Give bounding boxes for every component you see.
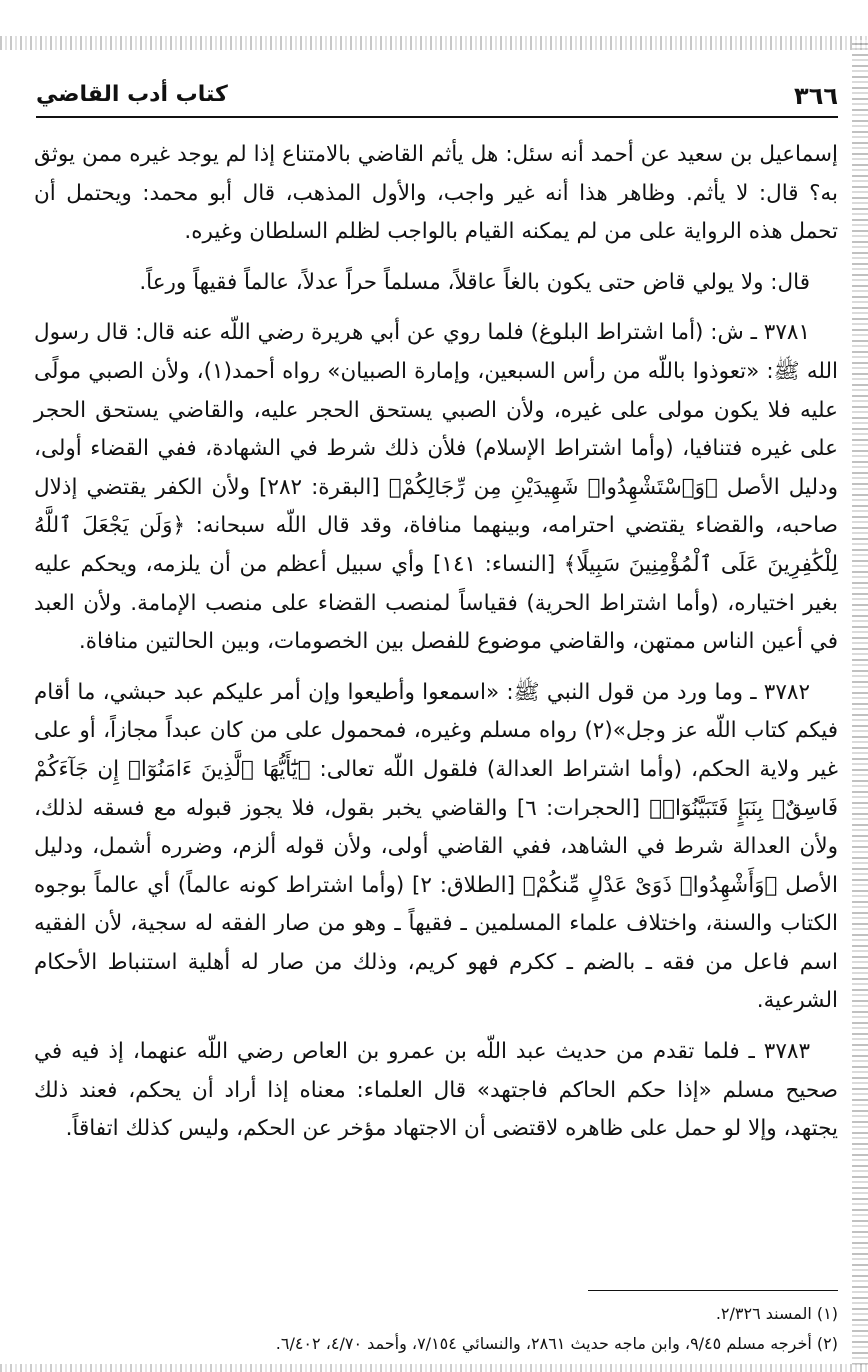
paragraph-1: إسماعيل بن سعيد عن أحمد أنه سئل: هل يأثم القاضي بالامتناع إذا لم يوجد غيره ممن يوثق به؟ قال: لا يأثم. وظاهر هذا أنه غير واجب، والأول المذهب، قال أبو محمد: ويحتمل أن تحمل هذه الرواية على من لم يمكنه القيام بالواجب لظلم السلطان وغيره. bbox=[34, 142, 838, 245]
paragraph-2: قال: ولا يولي قاض حتى يكون بالغاً عاقلاً، مسلماً حراً عدلاً، عالماً فقيهاً ورعاً. bbox=[139, 269, 810, 295]
paragraph-3: ٣٧٨١ ـ ش: (أما اشتراط البلوغ) فلما روي عن أبي هريرة رضي اللّه عنه قال: قال رسول الله ﷺ: «تعوذوا باللّه من رأس السبعين، وإمارة الصبيان» رواه أحمد(١)، ولأن الصبي مولًى عليه فلا يكون مولى على غيره، ولأن الصبي يستحق الحجر عليه، والقاضي يستحق الحجر على غيره فتنافيا، (وأما اشتراط الإسلام) فلأن ذلك شرط في الشهادة، ففي القضاء أولى، ودليل الأصل ﴿وَٱسْتَشْهِدُوا۟ شَهِيدَيْنِ مِن رِّجَالِكُمْ﴾ [البقرة: ٢٨٢] ولأن الكفر يقتضي إذلال صاحبه، والقضاء يقتضي احترامه، وبينهما منافاة، وقد قال اللّه سبحانه: ﴿وَلَن يَجْعَلَ ٱللَّهُ لِلْكَٰفِرِينَ عَلَى ٱلْمُؤْمِنِينَ سَبِيلًا﴾ [النساء: ١٤١] وأي سبيل أعظم من أن يلزمه، ويحكم عليه بغير اختياره، (وأما اشتراط الحرية) فقياساً لمنصب القضاء على منصب الإمامة. ولأن العبد في أعين الناس ممتهن، والقاضي موضوع للفصل بين الخصومات، وبين الحالتين منافاة. bbox=[34, 320, 838, 655]
book-title: كتاب أدب القاضي bbox=[36, 82, 228, 107]
footnotes bbox=[36, 1290, 838, 1359]
footnote-2: (٢) أخرجه مسلم ٩/٤٥، وابن ماجه حديث ٢٨٦١، والنسائي ٧/١٥٤، وأحمد ٤/٧٠، ٦/٤٠٢. bbox=[275, 1334, 838, 1353]
main-text bbox=[34, 136, 838, 1161]
paragraph-4: ٣٧٨٢ ـ وما ورد من قول النبي ﷺ: «اسمعوا وأطيعوا وإن أمر عليكم عبد حبشي، ما أقام فيكم كتاب اللّه عز وجل»(٢) رواه مسلم وغيره، فمحمول على من كان عبداً مجازاً، أو على غير ولاية الحكم، (وأما اشتراط العدالة) فلقول اللّه تعالى: ﴿يَٰٓأَيُّهَا ٱلَّذِينَ ءَامَنُوٓا۟ إِن جَآءَكُمْ فَاسِقٌۢ بِنَبَإٍ فَتَبَيَّنُوٓا۟﴾ [الحجرات: ٦] والقاضي يخبر بقول، فلا يجوز قبوله مع فسقه لذلك، ولأن العدالة شرط في الشاهد، ففي القاضي أولى، ولأن قوله ألزم، وضرره أشمل، ودليل الأصل ﴿وَأَشْهِدُوا۟ ذَوَىْ عَدْلٍ مِّنكُمْ﴾ [الطلاق: ٢] (وأما اشتراط كونه عالماً) أي عالماً بوجوه الكتاب والسنة، واختلاف علماء المسلمين ـ فقيهاً ـ وهو من صار الفقه له سجية، لأن الفقيه اسم فاعل من فقه ـ بالضم ـ ككرم فهو كريم، وذلك من صار له أهلية استنباط الأحكام الشرعية. bbox=[34, 679, 838, 1014]
page-number: ٣٦٦ bbox=[794, 82, 838, 110]
footnote-divider bbox=[588, 1290, 838, 1291]
page-header bbox=[36, 76, 838, 118]
footnote-1: (١) المسند ٢/٣٢٦. bbox=[715, 1304, 838, 1323]
ornamental-border-bottom bbox=[0, 1364, 868, 1372]
ornamental-border-right bbox=[852, 40, 868, 1365]
ornamental-border-top bbox=[0, 36, 868, 50]
paragraph-5: ٣٧٨٣ ـ فلما تقدم من حديث عبد اللّه بن عمرو بن العاص رضي اللّه عنهما، إذ فيه في صحيح مسلم «إذا حكم الحاكم فاجتهد» قال العلماء: معناه إذا أراد أن يحكم، فعند ذلك يجتهد، وإلا لو حمل على ظاهره لاقتضى أن الاجتهاد مؤخر عن الحكم، وليس كذلك اتفاقاً. bbox=[34, 1039, 838, 1142]
